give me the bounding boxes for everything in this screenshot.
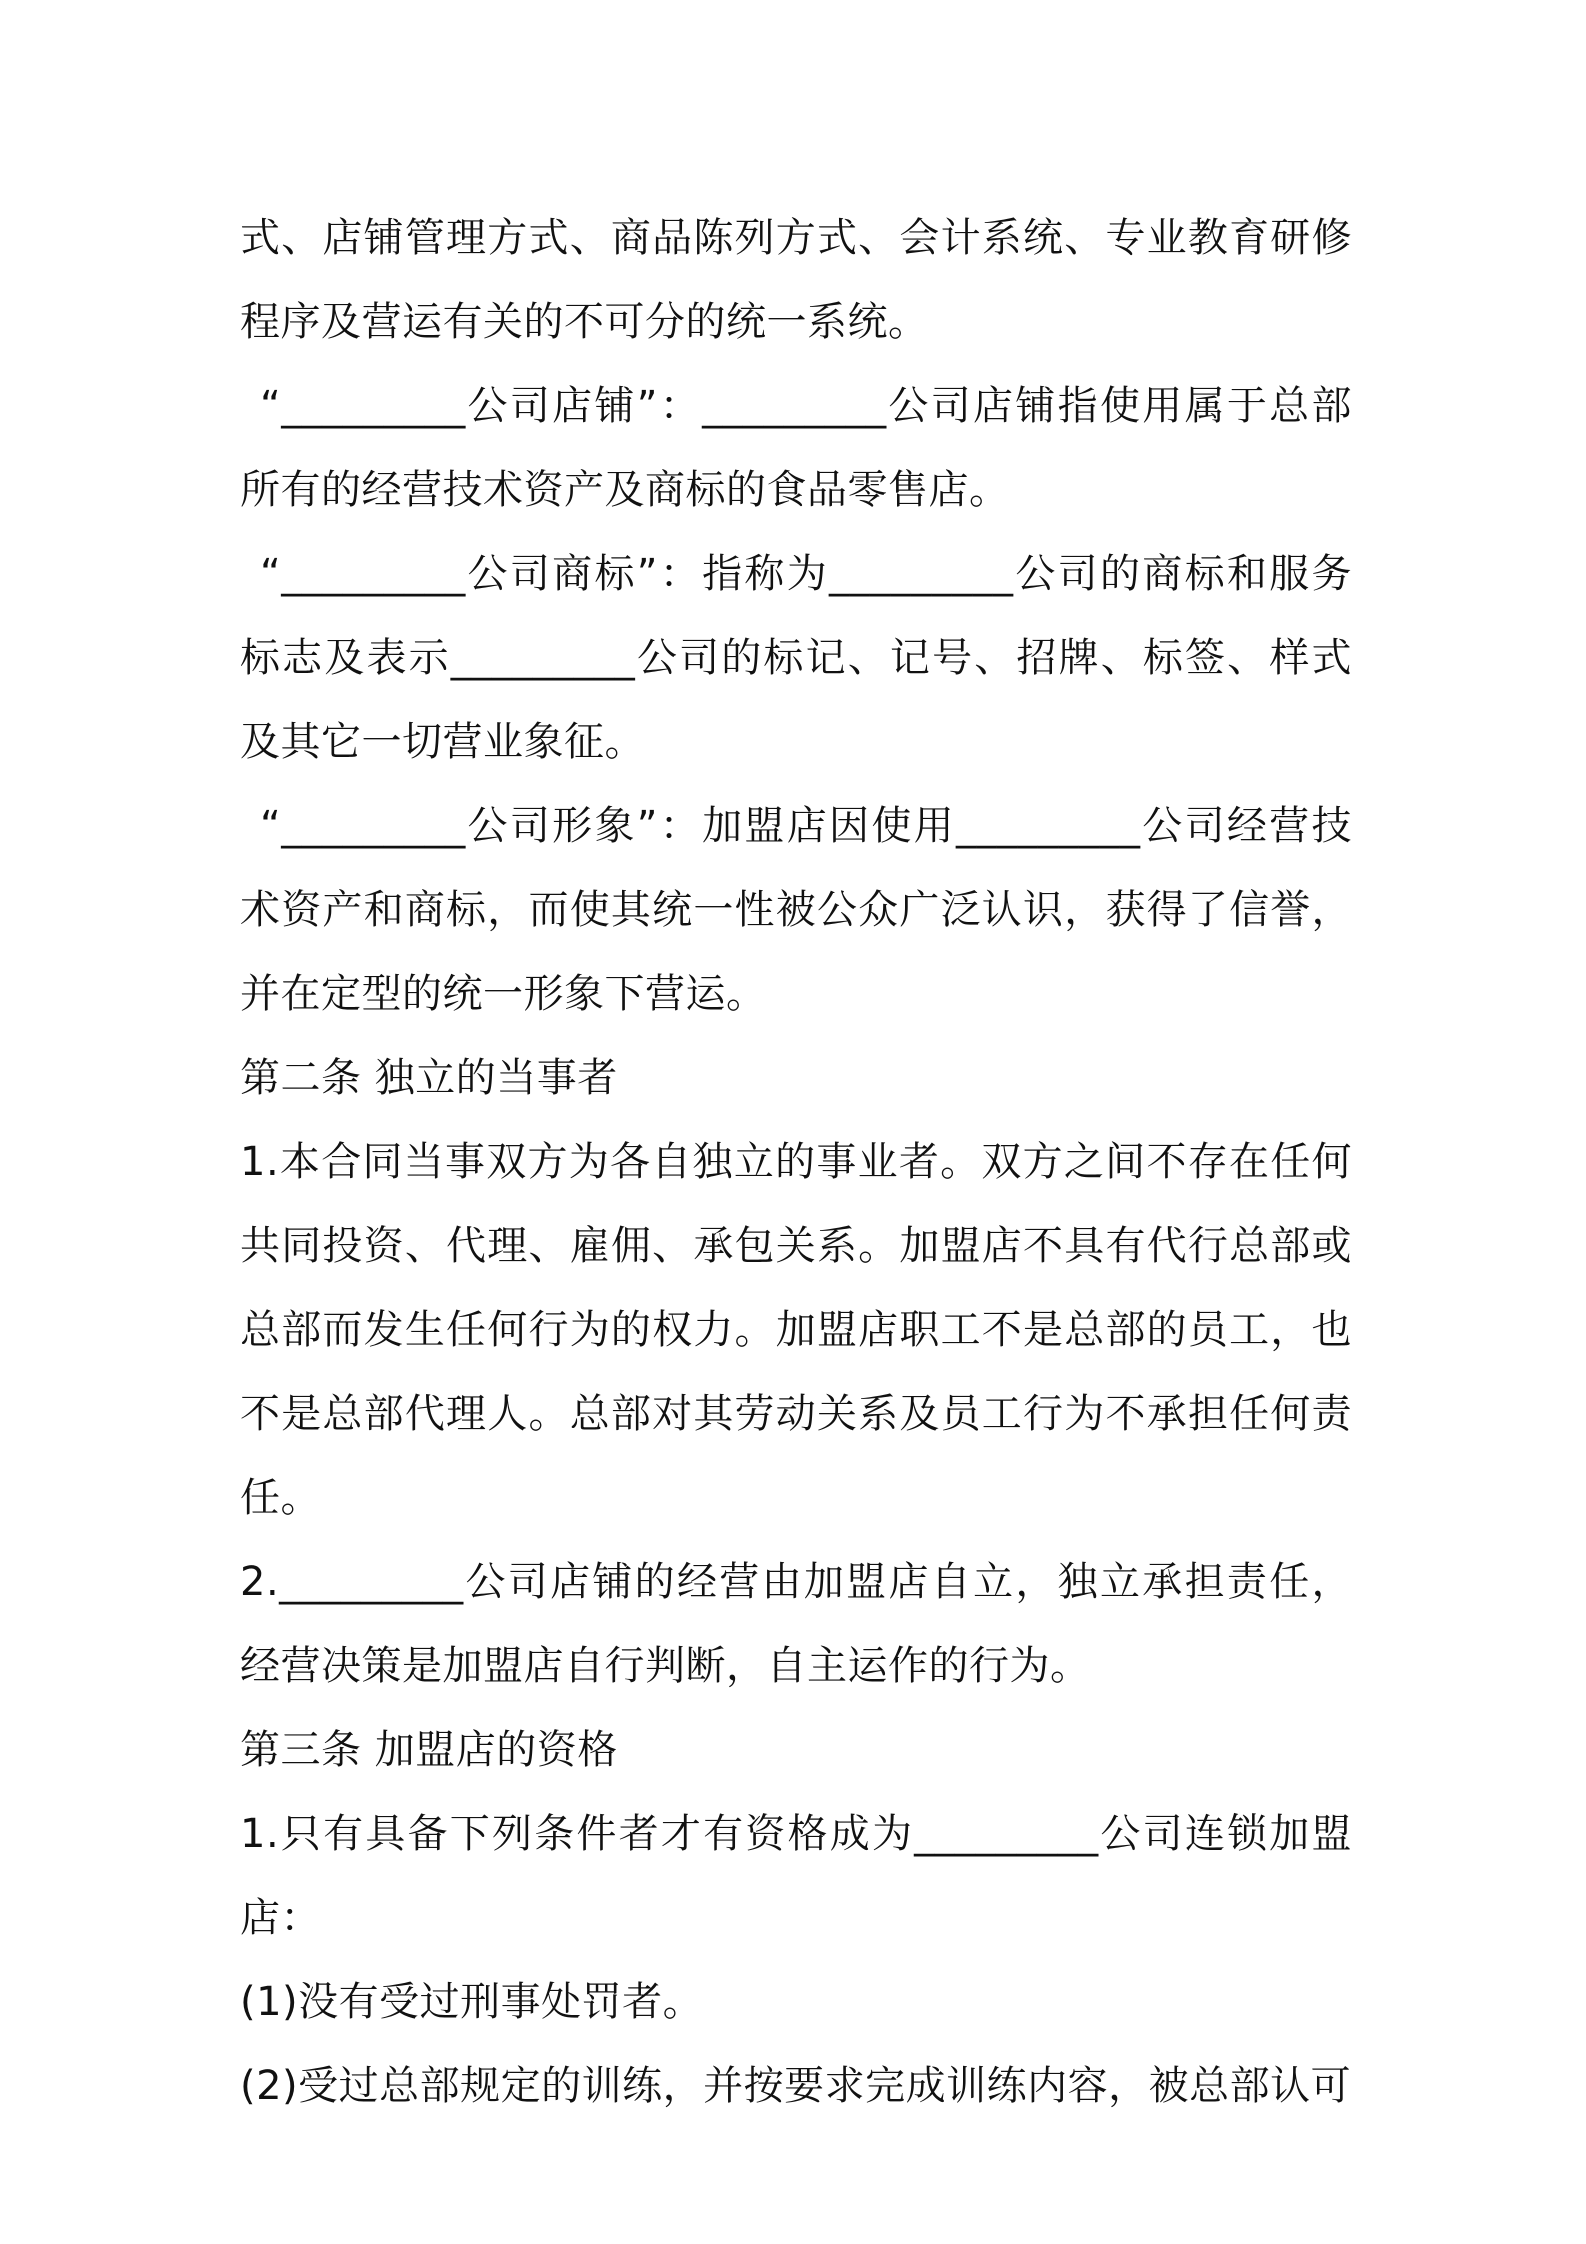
article-3-item-2: (2)受过总部规定的训练，并按要求完成训练内容，被总部认可 [240, 2063, 1352, 2109]
paragraph-company-store: “_________公司店铺”：_________公司店铺指使用属于总部所有的经营技术资产及商标的食品零售店。 [240, 383, 1352, 513]
document-body [240, 196, 1352, 2128]
article-2-heading: 第二条 独立的当事者 [240, 1055, 618, 1101]
article-2-clause-2: 2._________公司店铺的经营由加盟店自立，独立承担责任，经营决策是加盟店自行判断，自主运作的行为。 [240, 1559, 1352, 1689]
article-3-heading: 第三条 加盟店的资格 [240, 1727, 618, 1773]
paragraph-company-image: “_________公司形象”：加盟店因使用_________公司经营技术资产和商标，而使其统一性被公众广泛认识，获得了信誉，并在定型的统一形象下营运。 [240, 803, 1352, 1017]
article-3-item-1: (1)没有受过刑事处罚者。 [240, 1979, 704, 2025]
article-3-clause-1: 1.只有具备下列条件者才有资格成为_________公司连锁加盟店： [240, 1811, 1352, 1941]
paragraph-system-definition: 式、店铺管理方式、商品陈列方式、会计系统、专业教育研修程序及营运有关的不可分的统一系统。 [240, 215, 1352, 345]
article-2-clause-1: 1.本合同当事双方为各自独立的事业者。双方之间不存在任何共同投资、代理、雇佣、承包关系。加盟店不具有代行总部或总部而发生任何行为的权力。加盟店职工不是总部的员工，也不是总部代理人。总部对其劳动关系及员工行为不承担任何责任。 [240, 1139, 1352, 1521]
paragraph-company-trademark: “_________公司商标”：指称为_________公司的商标和服务标志及表示_________公司的标记、记号、招牌、标签、样式及其它一切营业象征。 [240, 551, 1352, 765]
